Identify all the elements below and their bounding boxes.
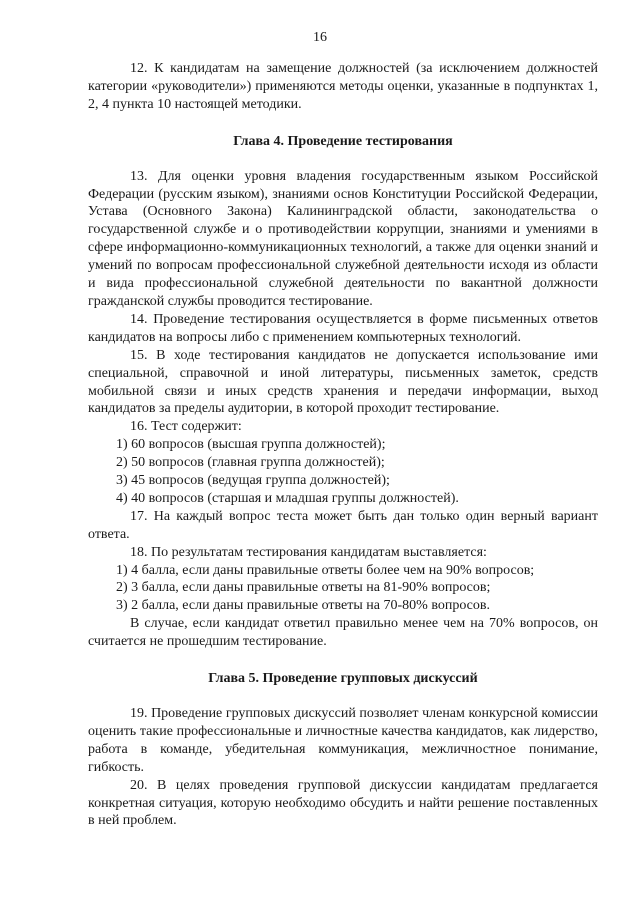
paragraph-18-note: В случае, если кандидат ответил правильно менее чем на 70% вопросов, он считается не прошедшим тестирование. — [88, 616, 598, 650]
document-body — [88, 60, 598, 830]
list-item: 3) 45 вопросов (ведущая группа должностей); — [116, 473, 390, 489]
paragraph-13: 13. Для оценки уровня владения государственным языком Российской Федерации (русским языком), знаниями основ Конституции Российской Федерации, Устава (Основного Закона) Калининградской области, законодательства о государственной службе и о противодействии коррупции, знаниями и умениями в сфере информационно-коммуникационных технологий, а также для оценки знаний и умений по вопросам профессиональной служебной деятельности исходя из области и вида профессиональной служебной деятельности по вакантной должности гражданской службы проводится тестирование. — [88, 168, 598, 309]
list-item: 1) 60 вопросов (высшая группа должностей); — [116, 437, 386, 453]
paragraph-15: 15. В ходе тестирования кандидатов не допускается использование ими специальной, справочной и иной литературы, письменных заметок, средств мобильной связи и иных средств хранения и передачи информации, выход кандидатов за пределы аудитории, в которой проходит тестирование. — [88, 347, 598, 417]
spacer — [88, 688, 598, 705]
list-item: 2) 50 вопросов (главная группа должностей); — [116, 455, 385, 471]
spacer — [88, 651, 598, 670]
paragraph-19: 19. Проведение групповых дискуссий позволяет членам конкурсной комиссии оценить такие профессиональные и личностные качества кандидатов, как лидерство, работа в команде, убедительная коммуникация, межличностное понимание, гибкость. — [88, 706, 598, 775]
chapter-4-heading: Глава 4. Проведение тестирования — [233, 133, 453, 149]
list-item: 1) 4 балла, если даны правильные ответы более чем на 90% вопросов; — [116, 562, 535, 578]
paragraph-14: 14. Проведение тестирования осуществляется в форме письменных ответов кандидатов на вопросы либо с применением компьютерных технологий. — [88, 311, 598, 345]
paragraph-18: 18. По результатам тестирования кандидатам выставляется: — [130, 544, 487, 560]
paragraph-20: 20. В целях проведения групповой дискуссии кандидатам предлагается конкретная ситуация, которую необходимо обсудить и найти решение поставленных в ней проблем. — [88, 777, 598, 829]
paragraph-17: 17. На каждый вопрос теста может быть дан только один верный вариант ответа. — [88, 508, 598, 542]
page-number: 16 — [313, 30, 327, 45]
spacer — [88, 114, 598, 133]
chapter-5-heading: Глава 5. Проведение групповых дискуссий — [208, 671, 478, 687]
paragraph-12: 12. К кандидатам на замещение должностей (за исключением должностей категории «руководители») применяются методы оценки, указанные в подпунктах 1, 2, 4 пункта 10 настоящей методики. — [88, 61, 598, 112]
list-item: 2) 3 балла, если даны правильные ответы на 81-90% вопросов; — [116, 580, 491, 596]
list-item: 4) 40 вопросов (старшая и младшая группы должностей). — [116, 490, 459, 506]
list-item: 3) 2 балла, если даны правильные ответы на 70-80% вопросов. — [116, 598, 491, 614]
paragraph-16: 16. Тест содержит: — [130, 419, 242, 435]
spacer — [88, 151, 598, 168]
